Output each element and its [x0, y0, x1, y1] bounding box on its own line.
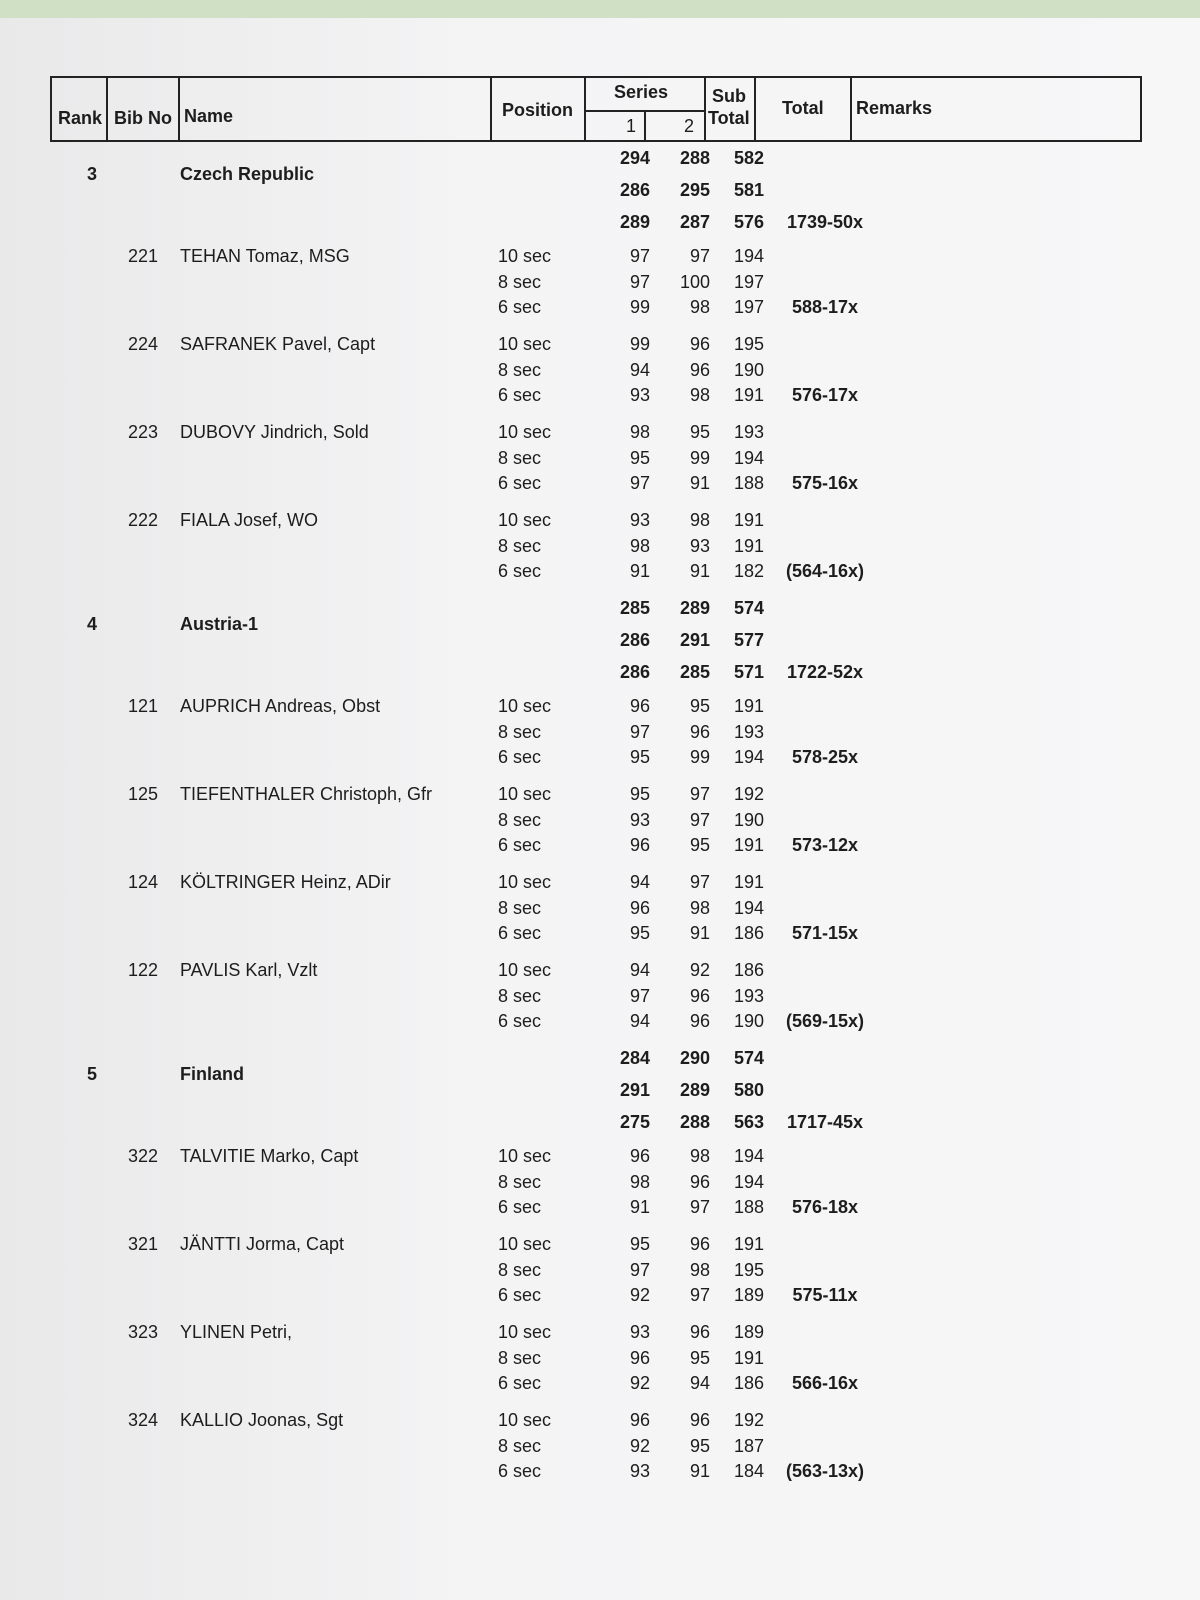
shooter-subtotal: 195 — [733, 334, 764, 354]
shooter-series-2: 98 — [689, 510, 710, 530]
team-series-2: 287 — [679, 212, 710, 232]
shooter-position: 8 sec — [498, 1171, 542, 1192]
team-name: Finland — [180, 1064, 244, 1084]
shooter-series-2: 98 — [689, 1146, 710, 1166]
shooter-subtotal: 193 — [733, 721, 764, 742]
team-series-2: 290 — [679, 1048, 710, 1068]
subtotal-header: Total — [708, 108, 750, 128]
team-rank: 3 — [87, 164, 98, 184]
shooter-row — [0, 1348, 1200, 1374]
shooter-series-1: 93 — [629, 1322, 650, 1342]
shooter-total: 566-16x — [791, 1373, 859, 1393]
shooter-row — [0, 334, 1200, 360]
shooter-row — [0, 835, 1200, 861]
shooter-position: 6 sec — [498, 1011, 542, 1031]
shooter-subtotal: 193 — [733, 422, 764, 442]
shooter-series-2: 97 — [689, 1285, 710, 1305]
shooter-position: 6 sec — [498, 1373, 542, 1393]
shooter-series-2: 97 — [689, 1197, 710, 1217]
shooter-series-1: 99 — [629, 334, 650, 354]
shooter-series-2: 92 — [689, 960, 710, 980]
shooter-subtotal: 197 — [733, 297, 764, 317]
shooter-series-2: 98 — [689, 1259, 710, 1280]
shooter-row — [0, 898, 1200, 924]
shooter-subtotal: 186 — [733, 1373, 764, 1393]
shooter-position: 8 sec — [498, 1347, 542, 1368]
shooter-row — [0, 385, 1200, 411]
shooter-subtotal: 190 — [733, 809, 764, 830]
shooter-series-1: 92 — [629, 1373, 650, 1393]
shooter-subtotal: 197 — [733, 271, 764, 292]
shooter-row — [0, 1197, 1200, 1223]
shooter-subtotal: 184 — [733, 1461, 764, 1481]
shooter-bib: 222 — [127, 510, 158, 530]
shooter-series-1: 91 — [629, 561, 650, 581]
shooter-series-2: 95 — [689, 422, 710, 442]
shooter-bib: 321 — [127, 1234, 158, 1254]
shooter-name: AUPRICH Andreas, Obst — [180, 696, 381, 716]
shooter-series-1: 99 — [629, 297, 650, 317]
shooter-subtotal: 192 — [733, 1410, 764, 1430]
subtotal-header-cell — [704, 78, 756, 140]
team-series-2: 295 — [679, 180, 710, 200]
shooter-series-1: 95 — [629, 923, 650, 943]
shooter-series-1: 95 — [629, 784, 650, 804]
shooter-subtotal: 195 — [733, 1259, 764, 1280]
shooter-series-2: 96 — [689, 359, 710, 380]
team-subtotal: 577 — [733, 630, 764, 650]
team-total: 1722-52x — [786, 662, 864, 682]
shooter-series-1: 92 — [629, 1435, 650, 1456]
shooter-series-2: 96 — [689, 721, 710, 742]
team-series-row — [0, 662, 1200, 688]
shooter-series-1: 97 — [629, 985, 650, 1006]
shooter-row — [0, 536, 1200, 562]
shooter-name: KALLIO Joonas, Sgt — [180, 1410, 344, 1430]
name-header: Name — [184, 106, 234, 126]
shooter-total: 575-16x — [791, 473, 859, 493]
shooter-position: 8 sec — [498, 1259, 542, 1280]
shooter-total: 578-25x — [791, 747, 859, 767]
shooter-position: 10 sec — [498, 334, 552, 354]
shooter-series-1: 97 — [629, 721, 650, 742]
shooter-total: 575-11x — [792, 1285, 858, 1305]
shooter-subtotal: 191 — [733, 385, 764, 405]
shooter-position: 6 sec — [498, 1285, 542, 1305]
shooter-position: 6 sec — [498, 385, 542, 405]
shooter-series-1: 91 — [629, 1197, 650, 1217]
shooter-row — [0, 747, 1200, 773]
shooter-row — [0, 1172, 1200, 1198]
shooter-row — [0, 1373, 1200, 1399]
team-series-row — [0, 148, 1200, 184]
shooter-total: 571-15x — [791, 923, 859, 943]
shooter-series-1: 94 — [629, 359, 650, 380]
shooter-position: 8 sec — [498, 535, 542, 556]
team-series-row — [0, 1112, 1200, 1138]
shooter-subtotal: 186 — [733, 923, 764, 943]
shooter-series-1: 92 — [629, 1285, 650, 1305]
shooter-position: 8 sec — [498, 447, 542, 468]
team-series-row — [0, 212, 1200, 238]
shooter-subtotal: 194 — [733, 246, 764, 266]
shooter-row — [0, 297, 1200, 323]
team-series-2: 285 — [679, 662, 710, 682]
remarks-header: Remarks — [856, 98, 933, 118]
shooter-name: SAFRANEK Pavel, Capt — [180, 334, 376, 354]
shooter-position: 6 sec — [498, 747, 542, 767]
shooter-position: 8 sec — [498, 1435, 542, 1456]
shooter-row — [0, 1234, 1200, 1260]
shooter-subtotal: 186 — [733, 960, 764, 980]
shooter-position: 6 sec — [498, 923, 542, 943]
shooter-subtotal: 191 — [733, 535, 764, 556]
name-header-cell — [180, 78, 492, 140]
shooter-position: 10 sec — [498, 1410, 552, 1430]
shooter-subtotal: 191 — [733, 510, 764, 530]
sub-header: Sub — [712, 86, 746, 106]
shooter-subtotal: 188 — [733, 1197, 764, 1217]
shooter-series-1: 94 — [629, 872, 650, 892]
shooter-row — [0, 272, 1200, 298]
shooter-name: DUBOVY Jindrich, Sold — [180, 422, 369, 442]
shooter-row — [0, 986, 1200, 1012]
shooter-position: 10 sec — [498, 422, 552, 442]
shooter-series-1: 96 — [629, 1410, 650, 1430]
team-series-row — [0, 1080, 1200, 1106]
shooter-position: 8 sec — [498, 721, 542, 742]
shooter-subtotal: 189 — [733, 1322, 764, 1342]
table-header — [50, 76, 1142, 142]
shooter-series-2: 91 — [689, 473, 710, 493]
team-subtotal: 580 — [733, 1080, 764, 1100]
shooter-subtotal: 194 — [733, 1146, 764, 1166]
total-header-cell — [756, 78, 852, 140]
shooter-position: 6 sec — [498, 473, 542, 493]
shooter-series-2: 96 — [689, 1171, 710, 1192]
shooter-series-2: 95 — [689, 1347, 710, 1368]
shooter-name: TEHAN Tomaz, MSG — [180, 246, 350, 266]
shooter-total: (564-16x) — [785, 561, 865, 581]
team-series-1: 286 — [619, 662, 650, 682]
team-series-row — [0, 630, 1200, 656]
team-rank: 4 — [87, 614, 98, 634]
shooter-series-1: 94 — [629, 960, 650, 980]
shooter-row — [0, 1011, 1200, 1037]
shooter-series-2: 91 — [689, 1461, 710, 1481]
position-header: Position — [502, 100, 573, 120]
shooter-series-1: 95 — [629, 447, 650, 468]
shooter-bib: 324 — [127, 1410, 158, 1430]
shooter-position: 10 sec — [498, 696, 552, 716]
shooter-row — [0, 473, 1200, 499]
team-subtotal: 563 — [733, 1112, 764, 1132]
shooter-row — [0, 960, 1200, 986]
shooter-bib: 221 — [127, 246, 158, 266]
shooter-subtotal: 191 — [733, 872, 764, 892]
shooter-position: 6 sec — [498, 1461, 542, 1481]
shooter-subtotal: 191 — [733, 835, 764, 855]
team-subtotal: 571 — [733, 662, 764, 682]
shooter-total: 588-17x — [791, 297, 859, 317]
shooter-series-1: 98 — [629, 1171, 650, 1192]
shooter-position: 6 sec — [498, 835, 542, 855]
team-name: Czech Republic — [180, 164, 315, 184]
shooter-subtotal: 187 — [733, 1435, 764, 1456]
team-series-1: 286 — [619, 180, 650, 200]
shooter-name: YLINEN Petri, — [180, 1322, 293, 1342]
shooter-series-1: 97 — [629, 271, 650, 292]
shooter-bib: 323 — [127, 1322, 158, 1342]
team-subtotal: 576 — [733, 212, 764, 232]
shooter-series-1: 95 — [629, 747, 650, 767]
team-series-1: 289 — [619, 212, 650, 232]
shooter-series-1: 98 — [629, 422, 650, 442]
shooter-subtotal: 194 — [733, 1171, 764, 1192]
shooter-subtotal: 190 — [733, 1011, 764, 1031]
team-subtotal: 574 — [733, 598, 764, 618]
team-series-2: 289 — [679, 598, 710, 618]
shooter-series-1: 96 — [629, 696, 650, 716]
shooter-bib: 223 — [127, 422, 158, 442]
position-header-cell — [492, 78, 586, 140]
shooter-series-2: 96 — [689, 1322, 710, 1342]
shooter-row — [0, 1436, 1200, 1462]
shooter-row — [0, 1285, 1200, 1311]
shooter-series-2: 95 — [689, 1435, 710, 1456]
shooter-total: 576-18x — [791, 1197, 859, 1217]
shooter-series-1: 94 — [629, 1011, 650, 1031]
team-series-1: 285 — [619, 598, 650, 618]
shooter-position: 6 sec — [498, 1197, 542, 1217]
team-series-1: 275 — [619, 1112, 650, 1132]
total-header: Total — [782, 98, 824, 118]
shooter-row — [0, 872, 1200, 898]
shooter-series-1: 93 — [629, 385, 650, 405]
shooter-series-1: 97 — [629, 473, 650, 493]
shooter-row — [0, 360, 1200, 386]
shooter-series-1: 97 — [629, 1259, 650, 1280]
shooter-series-2: 96 — [689, 334, 710, 354]
series-header: Series — [614, 82, 669, 102]
shooter-series-2: 98 — [689, 297, 710, 317]
shooter-position: 8 sec — [498, 897, 542, 918]
team-total: 1739-50x — [786, 212, 864, 232]
team-rank: 5 — [87, 1064, 98, 1084]
team-series-row — [0, 180, 1200, 206]
shooter-series-2: 96 — [689, 1410, 710, 1430]
shooter-row — [0, 510, 1200, 536]
team-subtotal: 574 — [733, 1048, 764, 1068]
shooter-series-2: 99 — [689, 447, 710, 468]
shooter-total: (563-13x) — [785, 1461, 865, 1481]
shooter-bib: 125 — [127, 784, 158, 804]
shooter-subtotal: 191 — [733, 1347, 764, 1368]
shooter-subtotal: 194 — [733, 447, 764, 468]
shooter-subtotal: 194 — [733, 897, 764, 918]
team-series-2: 288 — [679, 1112, 710, 1132]
team-series-2: 289 — [679, 1080, 710, 1100]
shooter-subtotal: 191 — [733, 696, 764, 716]
shooter-series-2: 97 — [689, 246, 710, 266]
shooter-row — [0, 1461, 1200, 1487]
remarks-header-cell — [852, 78, 1140, 140]
shooter-series-2: 95 — [689, 696, 710, 716]
shooter-series-1: 93 — [629, 1461, 650, 1481]
shooter-series-1: 98 — [629, 535, 650, 556]
team-total: 1717-45x — [786, 1112, 864, 1132]
shooter-name: FIALA Josef, WO — [180, 510, 319, 530]
shooter-position: 10 sec — [498, 1234, 552, 1254]
shooter-row — [0, 422, 1200, 448]
shooter-row — [0, 810, 1200, 836]
shooter-bib: 322 — [127, 1146, 158, 1166]
team-series-row — [0, 598, 1200, 634]
shooter-series-2: 91 — [689, 923, 710, 943]
shooter-series-2: 93 — [689, 535, 710, 556]
shooter-row — [0, 1410, 1200, 1436]
shooter-total: 576-17x — [791, 385, 859, 405]
shooter-series-2: 97 — [689, 784, 710, 804]
team-series-1: 284 — [619, 1048, 650, 1068]
shooter-series-1: 96 — [629, 897, 650, 918]
team-subtotal: 582 — [733, 148, 764, 168]
shooter-position: 10 sec — [498, 872, 552, 892]
shooter-series-2: 96 — [689, 1234, 710, 1254]
shooter-name: TIEFENTHALER Christoph, Gfr — [180, 784, 433, 804]
shooter-series-2: 100 — [679, 271, 710, 292]
shooter-row — [0, 784, 1200, 810]
shooter-subtotal: 193 — [733, 985, 764, 1006]
shooter-total: (569-15x) — [785, 1011, 865, 1031]
shooter-name: TALVITIE Marko, Capt — [180, 1146, 359, 1166]
shooter-position: 6 sec — [498, 297, 542, 317]
shooter-row — [0, 246, 1200, 272]
shooter-bib: 124 — [127, 872, 158, 892]
shooter-series-2: 97 — [689, 872, 710, 892]
shooter-position: 10 sec — [498, 246, 552, 266]
team-series-row — [0, 1048, 1200, 1084]
shooter-row — [0, 722, 1200, 748]
shooter-subtotal: 192 — [733, 784, 764, 804]
shooter-bib: 121 — [127, 696, 158, 716]
shooter-series-2: 96 — [689, 985, 710, 1006]
shooter-position: 8 sec — [498, 809, 542, 830]
shooter-row — [0, 923, 1200, 949]
shooter-position: 10 sec — [498, 960, 552, 980]
shooter-position: 8 sec — [498, 271, 542, 292]
shooter-series-1: 96 — [629, 1347, 650, 1368]
shooter-series-1: 97 — [629, 246, 650, 266]
shooter-position: 10 sec — [498, 1322, 552, 1342]
rank-header: Rank — [58, 108, 103, 128]
shooter-total: 573-12x — [791, 835, 859, 855]
team-series-1: 294 — [619, 148, 650, 168]
team-series-2: 288 — [679, 148, 710, 168]
shooter-bib: 122 — [127, 960, 158, 980]
shooter-series-2: 99 — [689, 747, 710, 767]
shooter-name: KÖLTRINGER Heinz, ADir — [180, 872, 391, 892]
shooter-series-2: 98 — [689, 385, 710, 405]
shooter-series-1: 95 — [629, 1234, 650, 1254]
shooter-bib: 224 — [127, 334, 158, 354]
shooter-position: 8 sec — [498, 985, 542, 1006]
shooter-series-2: 97 — [689, 809, 710, 830]
shooter-series-2: 96 — [689, 1011, 710, 1031]
bib-header-cell — [108, 78, 180, 140]
shooter-series-2: 91 — [689, 561, 710, 581]
shooter-series-1: 93 — [629, 809, 650, 830]
shooter-position: 10 sec — [498, 784, 552, 804]
team-series-1: 286 — [619, 630, 650, 650]
shooter-subtotal: 194 — [733, 747, 764, 767]
shooter-row — [0, 1322, 1200, 1348]
rank-header-cell — [52, 78, 108, 140]
shooter-subtotal: 189 — [733, 1285, 764, 1305]
team-series-1: 291 — [619, 1080, 650, 1100]
shooter-series-1: 96 — [629, 835, 650, 855]
shooter-series-2: 94 — [689, 1373, 710, 1393]
shooter-position: 10 sec — [498, 510, 552, 530]
shooter-name: JÄNTTI Jorma, Capt — [180, 1234, 345, 1254]
bib-header: Bib No — [114, 108, 172, 128]
shooter-row — [0, 696, 1200, 722]
shooter-subtotal: 191 — [733, 1234, 764, 1254]
shooter-row — [0, 561, 1200, 587]
team-series-2: 291 — [679, 630, 710, 650]
series-header-cell — [586, 78, 704, 140]
series-2-header: 2 — [684, 116, 695, 136]
shooter-series-2: 95 — [689, 835, 710, 855]
shooter-series-1: 93 — [629, 510, 650, 530]
shooter-position: 8 sec — [498, 359, 542, 380]
shooter-row — [0, 448, 1200, 474]
shooter-position: 10 sec — [498, 1146, 552, 1166]
shooter-name: PAVLIS Karl, Vzlt — [180, 960, 318, 980]
shooter-series-2: 98 — [689, 897, 710, 918]
shooter-series-1: 96 — [629, 1146, 650, 1166]
shooter-subtotal: 190 — [733, 359, 764, 380]
series-1-header: 1 — [626, 116, 637, 136]
shooter-position: 6 sec — [498, 561, 542, 581]
shooter-row — [0, 1260, 1200, 1286]
shooter-subtotal: 182 — [733, 561, 764, 581]
shooter-row — [0, 1146, 1200, 1172]
shooter-subtotal: 188 — [733, 473, 764, 493]
team-name: Austria-1 — [180, 614, 259, 634]
series-col-divider — [644, 110, 646, 142]
team-subtotal: 581 — [733, 180, 764, 200]
